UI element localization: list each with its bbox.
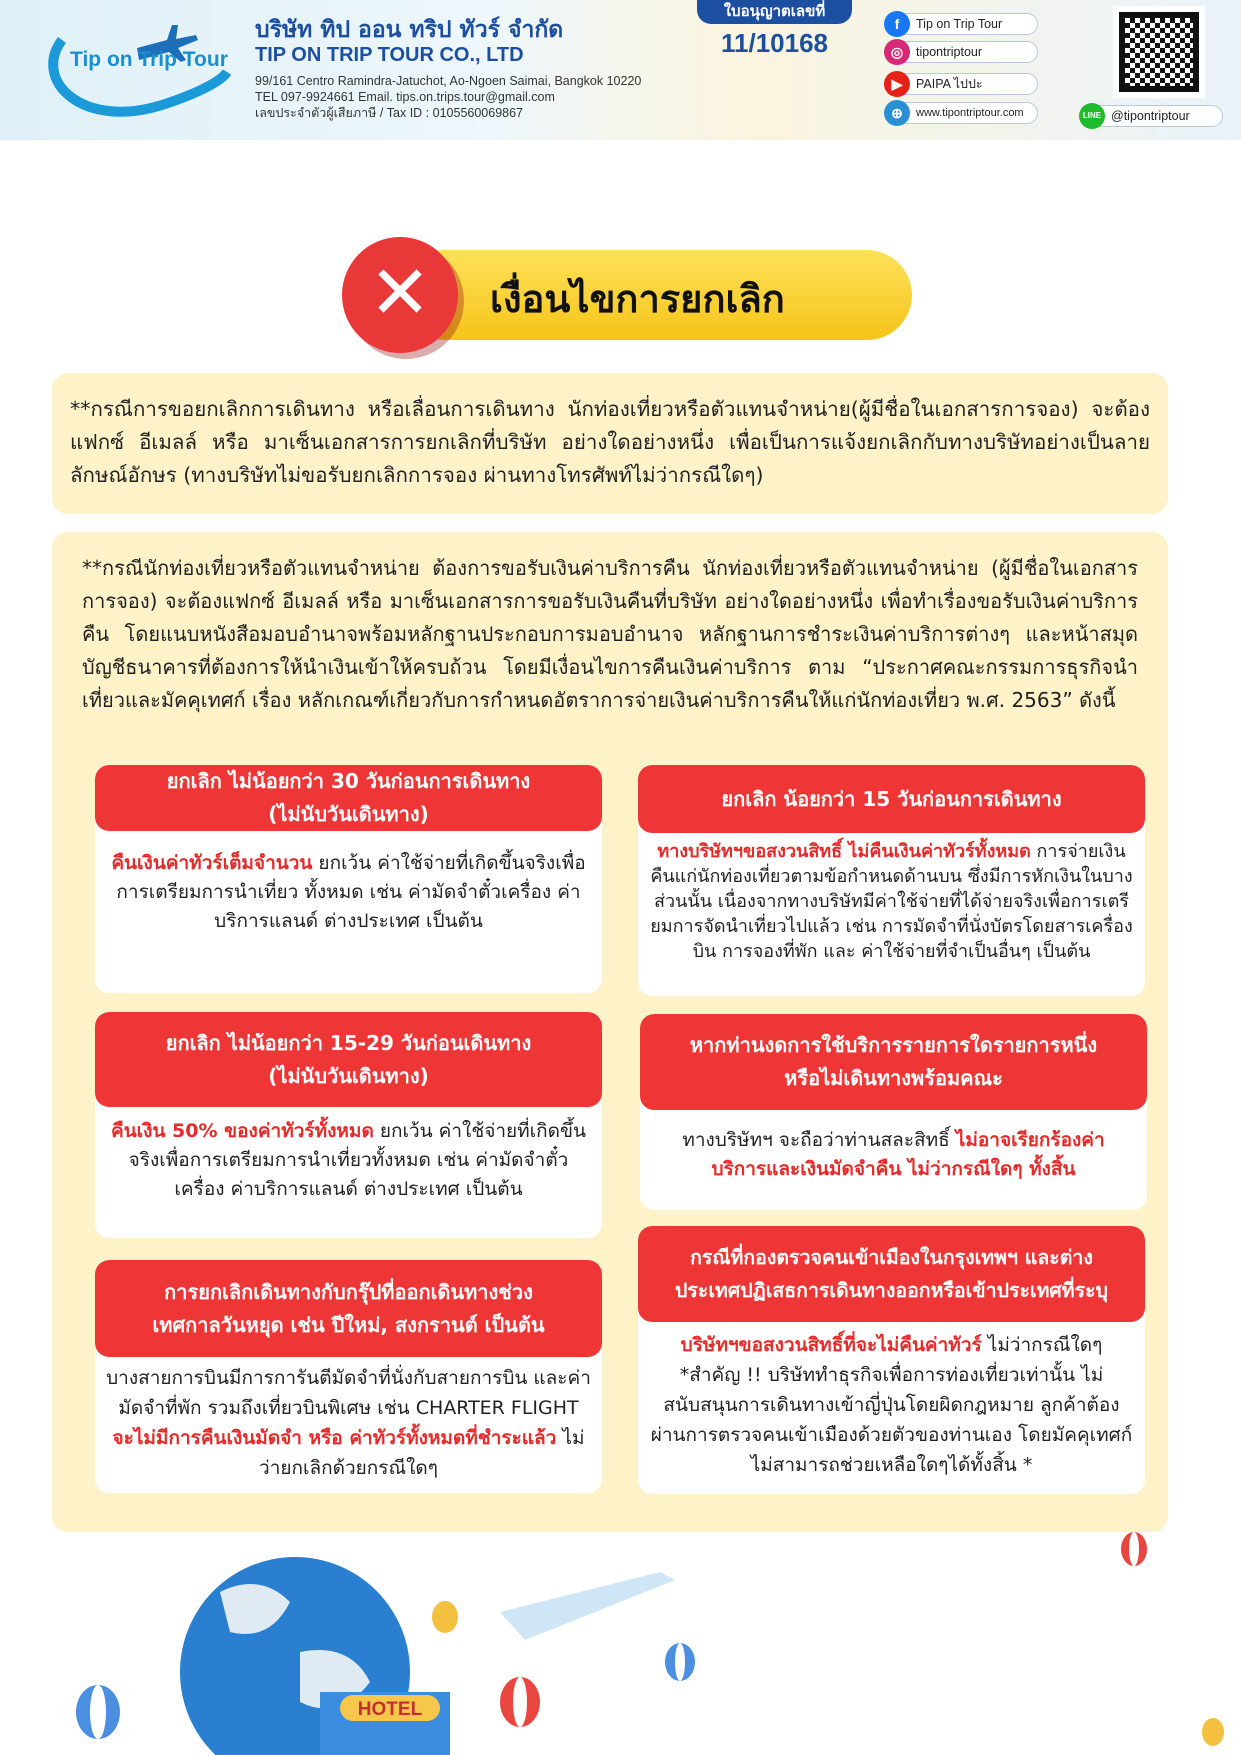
card-highlight: คืนเงิน 50% ของค่าทัวร์ทั้งหมด bbox=[110, 1120, 374, 1142]
card-subtitle: หรือไม่เดินทางพร้อมคณะ bbox=[784, 1066, 1003, 1090]
card-title: หากท่านงดการใช้บริการรายการใดรายการหนึ่ง bbox=[689, 1033, 1098, 1057]
company-name-en: TIP ON TRIP TOUR CO., LTD bbox=[255, 44, 524, 66]
cancel-x-icon: ✕ bbox=[342, 237, 458, 353]
card-title: ยกเลิก ไม่น้อยกว่า 30 วันก่อนการเดินทาง bbox=[166, 769, 531, 793]
company-name-th: บริษัท ทิป ออน ทริป ทัวร์ จำกัด bbox=[255, 17, 564, 43]
balloon-icon bbox=[1121, 1532, 1147, 1566]
facebook-icon: f bbox=[884, 11, 910, 37]
youtube-icon: ▶ bbox=[884, 71, 910, 97]
airplane-icon bbox=[500, 1572, 675, 1640]
website-icon: ⊕ bbox=[884, 100, 910, 126]
address-line: 99/161 Centro Ramindra-Jatuchot, Ao-Ngoen Saimai, Bangkok 10220 bbox=[255, 74, 642, 88]
balloon-icon bbox=[1202, 1718, 1224, 1746]
balloon-icon bbox=[665, 1643, 695, 1681]
line-label: @tipontriptour bbox=[1111, 109, 1190, 123]
policy-card-holiday-groups bbox=[95, 1260, 602, 1493]
tax-id-line: เลขประจำตัวผู้เสียภาษี / Tax ID : 0105560069867 bbox=[255, 106, 524, 120]
policy-card-15-29-days bbox=[95, 1012, 602, 1238]
youtube-link[interactable] bbox=[885, 73, 1038, 95]
card-text: ไม่ว่ากรณีใดๆ *สำคัญ !! บริษัททำธุรกิจเพื่อการท่องเที่ยวเท่านั้น ไม่สนับสนุนการเดินทางเข้าญี่ปุ่นโดยผิดกฎหมาย ลูกค้าต้องผ่านการตรวจคนเข้าเมืองด้วยตัวของท่านเอง โดยมัคคุเทศก์ไม่สามารถช่วยเหลือใดๆได้ทั้งสิ้น * bbox=[650, 1334, 1133, 1476]
card-subtitle: (ไม่นับวันเดินทาง) bbox=[268, 802, 429, 826]
company-address bbox=[255, 73, 641, 121]
instagram-label: tipontriptour bbox=[916, 45, 983, 59]
card-highlight: จะไม่มีการคืนเงินมัดจำ หรือ ค่าทัวร์ทั้งหมดที่ชำระแล้ว bbox=[112, 1427, 557, 1449]
instagram-icon: ◎ bbox=[884, 39, 910, 65]
license-number: 11/10168 bbox=[720, 28, 828, 58]
card-highlight: คืนเงินค่าทัวร์เต็มจำนวน bbox=[111, 852, 313, 874]
line-link[interactable] bbox=[1080, 105, 1223, 127]
page-title: เงื่อนไขการยกเลิก bbox=[490, 277, 785, 321]
card-highlight: ไม่อาจเรียกร้องค่าบริการและเงินมัดจำคืน ไม่ว่ากรณีใดๆ ทั้งสิ้น bbox=[711, 1129, 1105, 1180]
travel-illustration bbox=[0, 1532, 1241, 1755]
card-title: ยกเลิก น้อยกว่า 15 วันก่อนการเดินทาง bbox=[721, 786, 1062, 811]
card-text: ยกเว้น ค่าใช้จ่ายที่เกิดขึ้นจริงเพื่อการเตรียมการนำเที่ยวทั้งหมด เช่น ค่ามัดจำตั๋วเครื่อง ค่าบริการแลนด์ ต่างประเทศ เป็นต้น bbox=[128, 1120, 586, 1200]
balloon-icon bbox=[500, 1677, 540, 1727]
card-text: ยกเว้น ค่าใช้จ่ายที่เกิดขึ้นจริงเพื่อการเตรียมการนำเที่ยว ทั้งหมด เช่น ค่ามัดจำตั๋วเครื่อง ค่าบริการแลนด์ ต่างประเทศ เป็นต้น bbox=[116, 852, 586, 932]
notice-refund-text: **กรณีนักท่องเที่ยวหรือตัวแทนจำหน่าย ต้องการขอรับเงินค่าบริการคืน นักท่องเที่ยวหรือตัวแทนจำหน่าย (ผู้มีชื่อในเอกสารการจอง) จะต้องแฟกซ์ อีเมลล์ หรือ มาเซ็นเอกสารการขอรับเงินคืนที่บริษัท อย่างใดอย่างหนึ่ง เพื่อทำเรื่องขอรับเงินค่าบริการคืน โดยแนบหนังสือมอบอำนาจพร้อมหลักฐานประกอบการมอบอำนาจ หลักฐานการชำระเงินค่าบริการต่างๆ และหน้าสมุดบัญชีธนาคารที่ต้องการให้นำเงินเข้าให้ครบถ้วน โดยมีเงื่อนไขการคืนเงินค่าบริการ ตาม “ประกาศคณะกรรมการธุรกิจนำเที่ยวและมัคคุเทศก์ เรื่อง หลักเกณฑ์เกี่ยวกับการกำหนดอัตราการจ่ายเงินค่าบริการคืนให้แก่นักท่องเที่ยว พ.ศ. 2563” ดังนี้ bbox=[82, 556, 1138, 712]
card-highlight: บริษัทฯขอสงวนสิทธิ์ที่จะไม่คืนค่าทัวร์ bbox=[680, 1334, 982, 1356]
card-title: ยกเลิก ไม่น้อยกว่า 15-29 วันก่อนเดินทาง bbox=[165, 1030, 532, 1055]
youtube-label: PAIPA ไปปะ bbox=[916, 77, 983, 91]
card-pre: บางสายการบินมีการการันตีมัดจำที่นั่งกับสายการบิน และค่ามัดจำที่พัก รวมถึงเที่ยวบินพิเศษ เช่น CHARTER FLIGHT bbox=[106, 1367, 591, 1419]
card-text: ไม่ว่ายกเลิกด้วยกรณีใดๆ bbox=[259, 1427, 585, 1479]
card-subtitle: เทศกาลวันหยุด เช่น ปีใหม่, สงกรานต์ เป็นต้น bbox=[152, 1312, 545, 1337]
hotel-sign-text: HOTEL bbox=[357, 1699, 423, 1720]
logo-text: Tip on Trip Tour bbox=[70, 48, 228, 71]
qr-code bbox=[1113, 6, 1205, 98]
card-subtitle: ประเทศปฏิเสธการเดินทางออกหรือเข้าประเทศที่ระบุ bbox=[675, 1279, 1108, 1302]
policy-card-under-15-days bbox=[638, 765, 1145, 996]
balloon-icon bbox=[76, 1685, 120, 1739]
policy-card-no-show bbox=[640, 1014, 1147, 1210]
card-subtitle: (ไม่นับวันเดินทาง) bbox=[268, 1063, 429, 1088]
notice-cancellation-text: **กรณีการขอยกเลิกการเดินทาง หรือเลื่อนการเดินทาง นักท่องเที่ยวหรือตัวแทนจำหน่าย(ผู้มีชื่อในเอกสารการจอง) จะต้องแฟกซ์ อีเมลล์ หรือ มาเซ็นเอกสารการยกเลิกที่บริษัท อย่างใดอย่างหนึ่ง เพื่อเป็นการแจ้งยกเลิกกับทางบริษัทอย่างเป็นลายลักษณ์อักษร (ทางบริษัทไม่ขอรับยกเลิกการจอง ผ่านทางโทรศัพท์ไม่ว่ากรณีใดๆ) bbox=[70, 397, 1150, 487]
company-header bbox=[0, 0, 1241, 140]
contact-line: TEL 097-9924661 Email. tips.on.trips.tour@gmail.com bbox=[255, 90, 555, 104]
instagram-link[interactable] bbox=[885, 41, 1038, 63]
balloon-icon bbox=[432, 1601, 458, 1633]
website-label: www.tipontriptour.com bbox=[916, 107, 1024, 119]
line-icon: LINE bbox=[1079, 103, 1105, 129]
facebook-link[interactable] bbox=[885, 13, 1038, 35]
notice-box-cancellation bbox=[52, 373, 1168, 514]
card-highlight: ทางบริษัทฯขอสงวนสิทธิ์ ไม่คืนเงินค่าทัวร์ทั้งหมด bbox=[657, 841, 1031, 862]
website-link[interactable] bbox=[885, 102, 1038, 124]
license-label: ใบอนุญาตเลขที่ bbox=[697, 0, 852, 24]
card-title: การยกเลิกเดินทางกับกรุ๊ปที่ออกเดินทางช่วง bbox=[164, 1279, 533, 1304]
card-text: การจ่ายเงินคืนแก่นักท่องเที่ยวตามข้อกำหนดด้านบน ซึ่งมีการหักเงินในบางส่วนนั้น เนื่องจากทางบริษัทมีค่าใช้จ่ายที่ได้จ่ายจริงเพื่อการเตรียมการจัดนำเที่ยวไปแล้ว เช่น การมัดจำที่นั่งบัตรโดยสารเครื่องบิน การจองที่พัก และ ค่าใช้จ่ายที่จำเป็นอื่นๆ เป็นต้น bbox=[650, 841, 1133, 962]
policy-card-immigration bbox=[638, 1226, 1145, 1494]
policy-card-30-days bbox=[95, 765, 602, 993]
facebook-label: Tip on Trip Tour bbox=[916, 17, 1003, 31]
card-title: กรณีที่กองตรวจคนเข้าเมืองในกรุงเทพฯ และต่าง bbox=[690, 1246, 1093, 1269]
card-pre: ทางบริษัทฯ จะถือว่าท่านสละสิทธิ์ bbox=[682, 1129, 956, 1151]
